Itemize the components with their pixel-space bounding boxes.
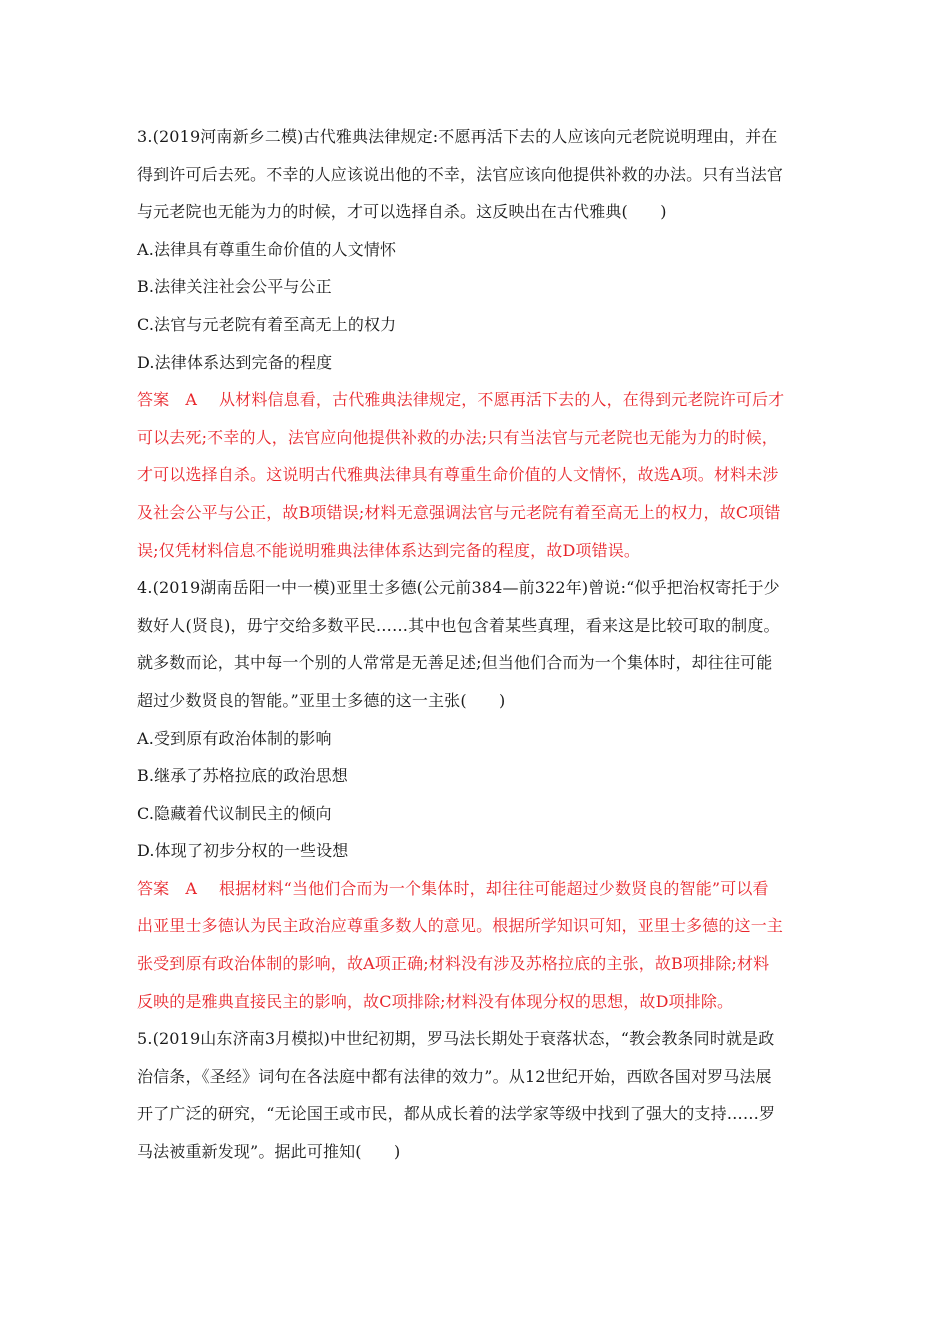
- answer-line: 张受到原有政治体制的影响，故A项正确;材料没有涉及苏格拉底的主张，故B项排除;材料: [137, 954, 770, 974]
- answer-label: 答案: [137, 878, 170, 898]
- option-b: B.法律关注社会公平与公正: [137, 277, 332, 297]
- question-stem-line: 与元老院也无能为力的时候，才可以选择自杀。这反映出在古代雅典( ): [137, 202, 667, 222]
- option-b: B.继承了苏格拉底的政治思想: [137, 766, 348, 786]
- option-a: A.法律具有尊重生命价值的人文情怀: [137, 239, 397, 259]
- answer-line: 才可以选择自杀。这说明古代雅典法律具有尊重生命价值的人文情怀，故选A项。材料未涉: [137, 465, 779, 485]
- question-stem-line: 开了广泛的研究，“无论国王或市民，都从成长着的法学家等级中找到了强大的支持……罗: [137, 1104, 776, 1124]
- answer-text: 根据材料“当他们合而为一个集体时，却往往可能超过少数贤良的智能”可以看: [219, 878, 769, 898]
- answer-line: 及社会公平与公正，故B项错误;材料无意强调法官与元老院有着至高无上的权力，故C项错: [137, 502, 781, 522]
- question-3: [137, 118, 817, 569]
- option-c: C.隐藏着代议制民主的倾向: [137, 803, 332, 823]
- answer-key: A: [185, 878, 198, 898]
- option-d: D.法律体系达到完备的程度: [137, 352, 333, 372]
- answer-text: 从材料信息看，古代雅典法律规定，不愿再活下去的人，在得到元老院许可后才: [219, 390, 785, 410]
- option-d: D.体现了初步分权的一些设想: [137, 841, 349, 861]
- answer-line: [137, 870, 817, 908]
- question-stem-line: 就多数而论，其中每一个别的人常常是无善足述;但当他们合而为一个集体时，却往往可能: [137, 653, 773, 673]
- question-stem-line: 治信条，《圣经》词句在各法庭中都有法律的效力”。从12世纪开始，西欧各国对罗马法展: [137, 1066, 772, 1086]
- answer-line: 反映的是雅典直接民主的影响，故C项排除;材料没有体现分权的思想，故D项排除。: [137, 991, 734, 1011]
- answer-line: [137, 381, 817, 419]
- answer-label: 答案: [137, 390, 170, 410]
- answer-line: 误;仅凭材料信息不能说明雅典法律体系达到完备的程度，故D项错误。: [137, 540, 641, 560]
- question-stem-line: 4.(2019湖南岳阳一中一模)亚里士多德(公元前384—前322年)曾说:“似乎把治权寄托于少: [137, 578, 780, 598]
- question-stem-line: 3.(2019河南新乡二模)古代雅典法律规定:不愿再活下去的人应该向元老院说明理由，并在: [137, 127, 778, 146]
- document-page: [137, 118, 817, 1171]
- question-stem-line: 马法被重新发现”。据此可推知( ): [137, 1142, 401, 1162]
- question-stem-line: 超过少数贤良的智能。”亚里士多德的这一主张( ): [137, 690, 506, 710]
- option-c: C.法官与元老院有着至高无上的权力: [137, 314, 397, 334]
- question-stem-line: 得到许可后去死。不幸的人应该说出他的不幸，法官应该向他提供补救的办法。只有当法官: [137, 164, 784, 184]
- answer-line: 出亚里士多德认为民主政治应尊重多数人的意见。根据所学知识可知，亚里士多德的这一主: [137, 916, 784, 936]
- answer-line: 可以去死;不幸的人，法官应向他提供补救的办法;只有当法官与元老院也无能为力的时候，: [137, 427, 778, 447]
- question-4: [137, 569, 817, 1020]
- question-5: [137, 1020, 817, 1170]
- question-stem-line: 5.(2019山东济南3月模拟)中世纪初期，罗马法长期处于衰落状态，“教会教条同时就是政: [137, 1029, 775, 1049]
- question-stem-line: 数好人(贤良)，毋宁交给多数平民……其中也包含着某些真理，看来这是比较可取的制度。: [137, 615, 780, 635]
- option-a: A.受到原有政治体制的影响: [137, 728, 332, 748]
- answer-key: A: [185, 390, 198, 410]
